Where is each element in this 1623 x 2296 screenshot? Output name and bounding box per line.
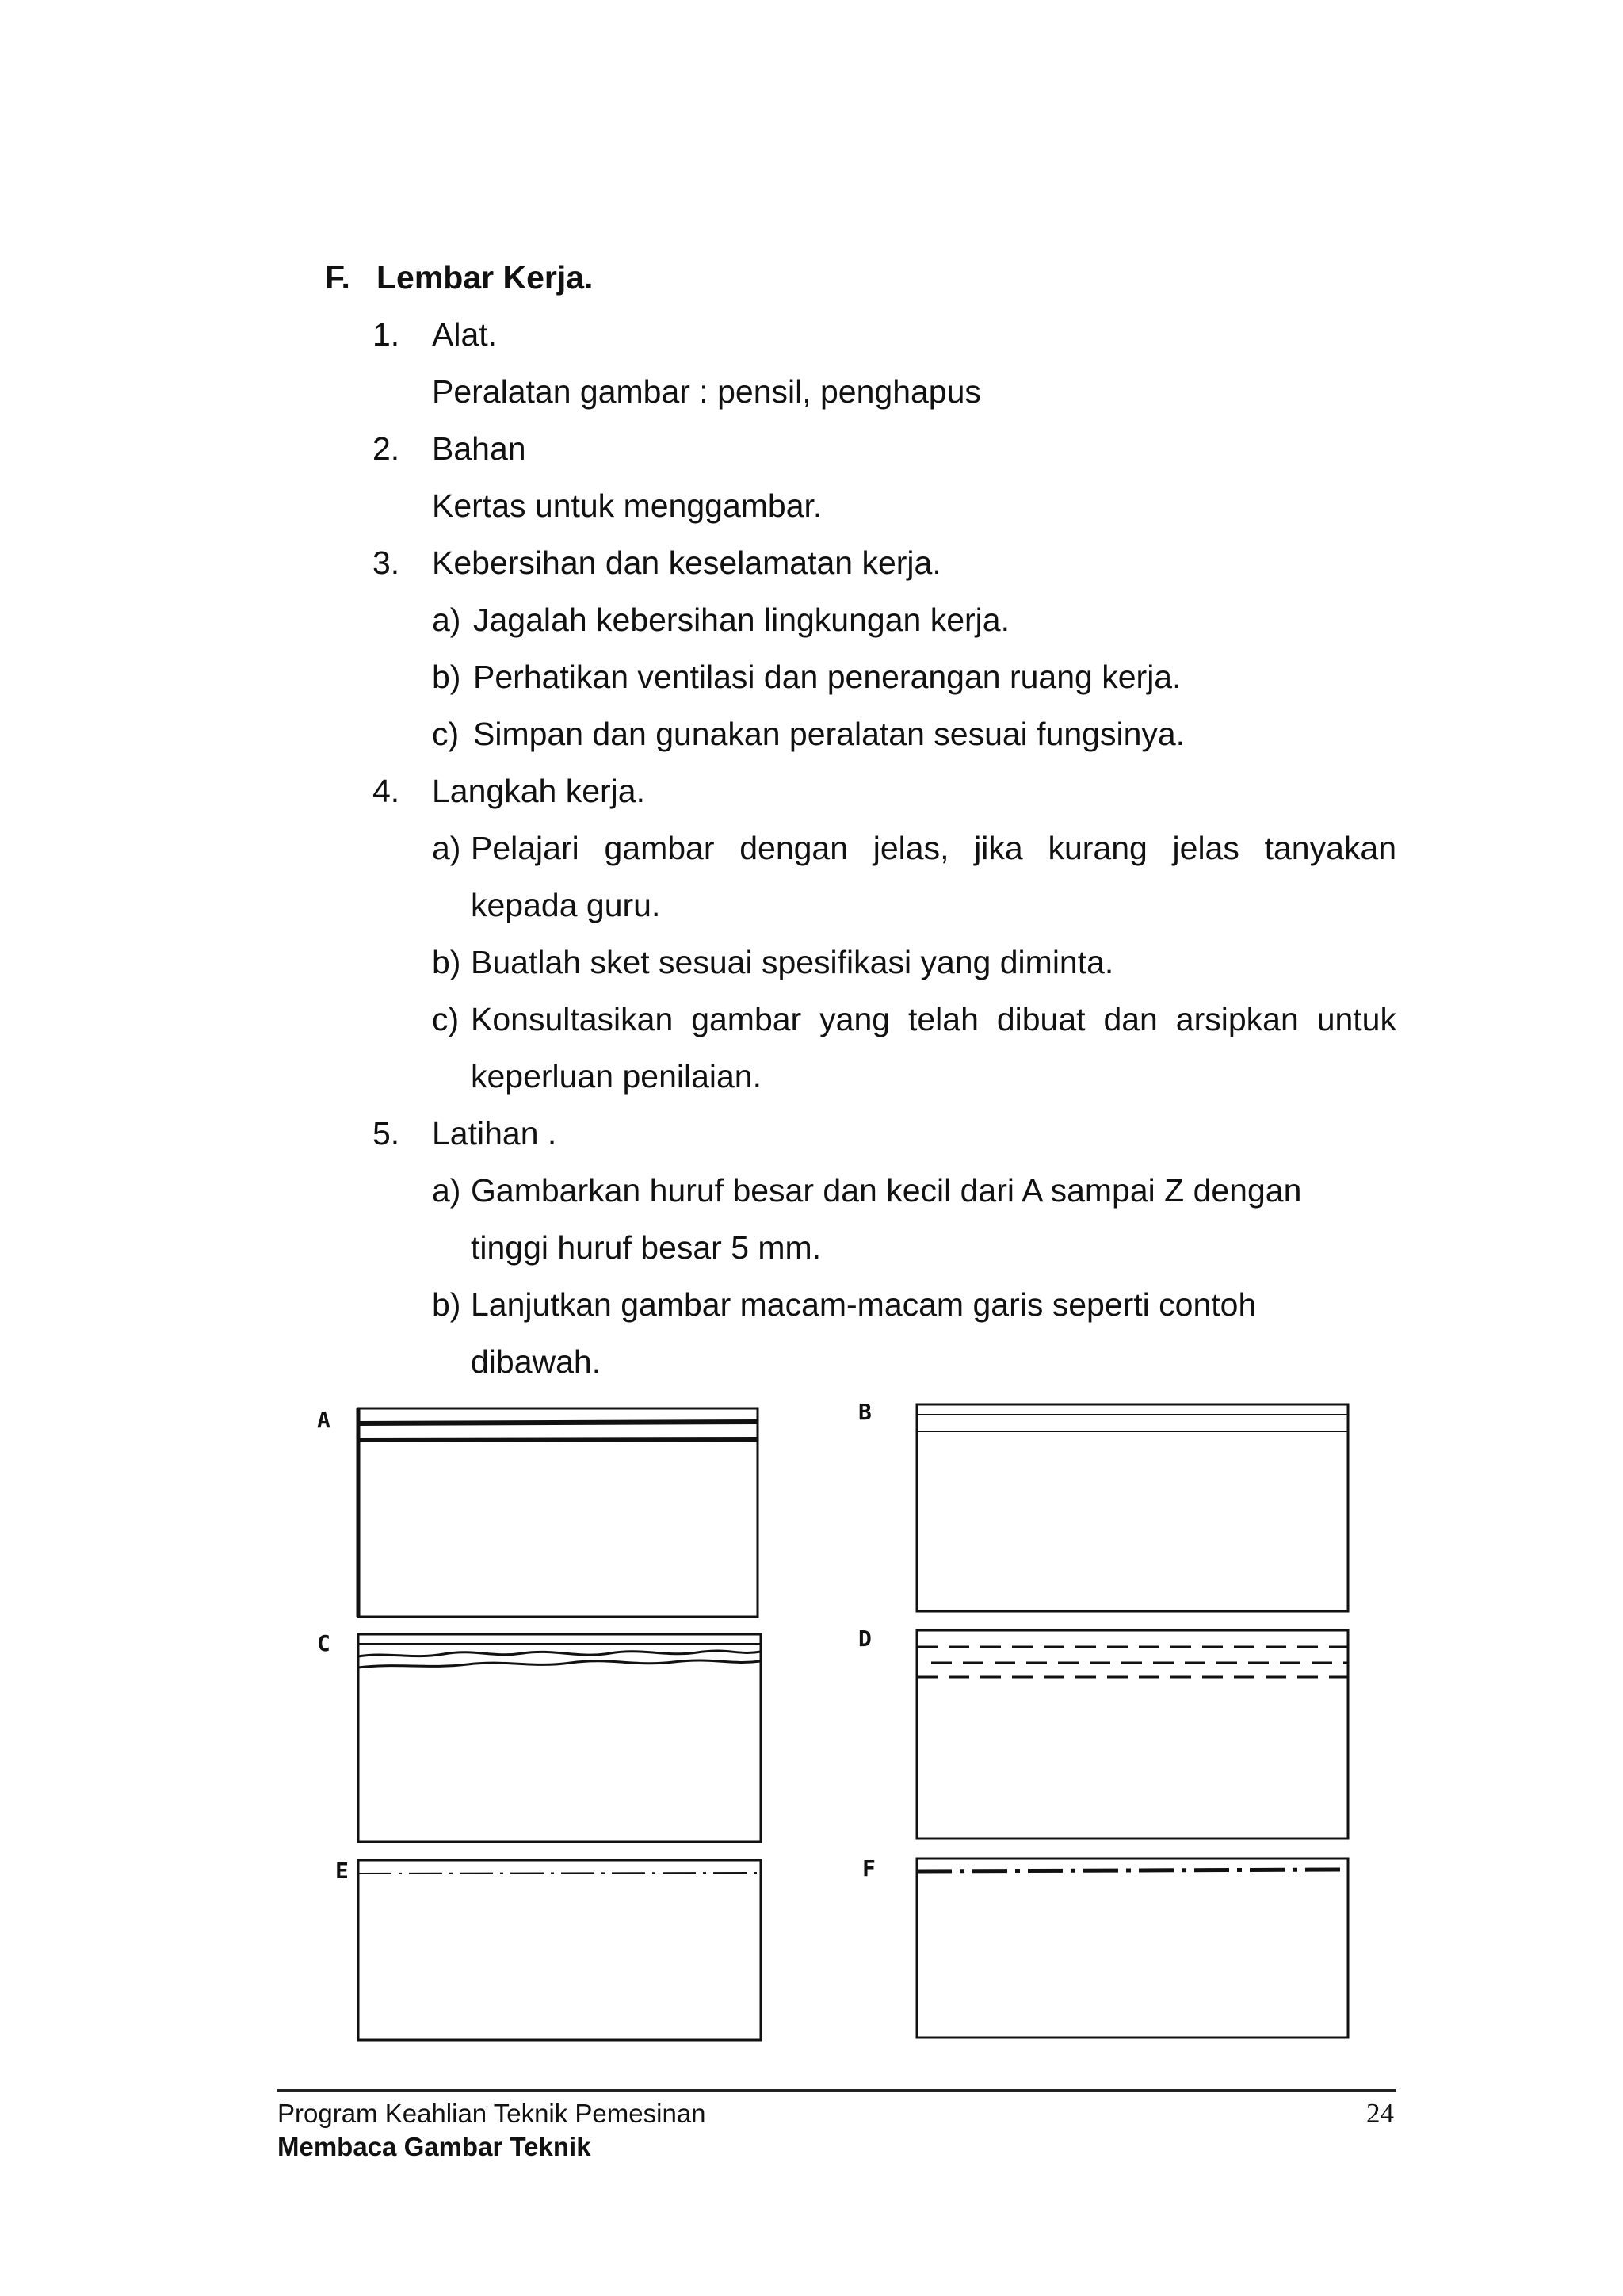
exercise-label-a: A <box>317 1407 330 1433</box>
exercise-box-a <box>357 1407 761 1621</box>
item-number: 1. <box>372 316 400 353</box>
sub-mark: c) <box>432 716 460 752</box>
exercise-box-d <box>915 1629 1351 1843</box>
sub-text-continuation: keperluan penilaian. <box>471 1058 762 1095</box>
exercise-label-d: D <box>858 1626 872 1652</box>
page-number: 24 <box>1366 2098 1394 2129</box>
item-number: 4. <box>372 773 400 809</box>
sub-mark: a) <box>432 830 461 866</box>
item-title-langkah: Langkah kerja. <box>432 773 645 809</box>
sub-text: Konsultasikan gambar yang telah dibuat dan arsipkan untuk <box>471 1001 1396 1037</box>
sub-text-continuation: dibawah. <box>471 1343 601 1380</box>
sub-text: Pelajari gambar dengan jelas, jika kurang jelas tanyakan <box>471 830 1396 866</box>
exercise-box-b <box>915 1403 1351 1617</box>
footer-rule <box>277 2089 1396 2092</box>
exercise-box-c <box>357 1633 765 1847</box>
sub-text: Lanjutkan gambar macam-macam garis seperti contoh <box>471 1286 1257 1323</box>
item-text-alat: Peralatan gambar : pensil, penghapus <box>432 373 981 410</box>
item-number: 5. <box>372 1115 400 1152</box>
sub-text: Gambarkan huruf besar dan kecil dari A sampai Z dengan <box>471 1172 1302 1209</box>
item-number: 2. <box>372 430 400 467</box>
sub-mark: b) <box>432 659 461 695</box>
sub-mark: c) <box>432 1001 460 1037</box>
sub-text: Perhatikan ventilasi dan penerangan ruang kerja. <box>473 659 1182 695</box>
item-title-kebersihan: Kebersihan dan keselamatan kerja. <box>432 544 941 581</box>
sub-mark: b) <box>432 944 461 980</box>
item-title-alat: Alat. <box>432 316 498 353</box>
item-title-latihan: Latihan . <box>432 1115 557 1152</box>
item-text-bahan: Kertas untuk menggambar. <box>432 487 823 524</box>
item-title-bahan: Bahan <box>432 430 526 467</box>
exercise-label-e: E <box>335 1858 349 1884</box>
footer-subject: Membaca Gambar Teknik <box>277 2132 591 2161</box>
item-number: 3. <box>372 544 400 581</box>
sub-mark: a) <box>432 602 461 638</box>
exercise-box-f <box>915 1857 1351 2043</box>
footer-program: Program Keahlian Teknik Pemesinan <box>277 2099 706 2128</box>
section-title: Lembar Kerja. <box>376 259 594 296</box>
sub-text: Buatlah sket sesuai spesifikasi yang diminta. <box>471 944 1114 980</box>
exercise-box-e <box>357 1859 765 2045</box>
exercise-label-c: C <box>317 1630 330 1656</box>
exercise-label-f: F <box>862 1855 876 1881</box>
exercise-label-b: B <box>858 1399 872 1425</box>
section-letter: F. <box>325 259 350 296</box>
sub-text: Simpan dan gunakan peralatan sesuai fungsinya. <box>473 716 1186 752</box>
sub-mark: a) <box>432 1172 461 1209</box>
sub-text-continuation: kepada guru. <box>471 887 661 923</box>
sub-text: Jagalah kebersihan lingkungan kerja. <box>473 602 1010 638</box>
sub-mark: b) <box>432 1286 461 1323</box>
sub-text-continuation: tinggi huruf besar 5 mm. <box>471 1229 822 1266</box>
